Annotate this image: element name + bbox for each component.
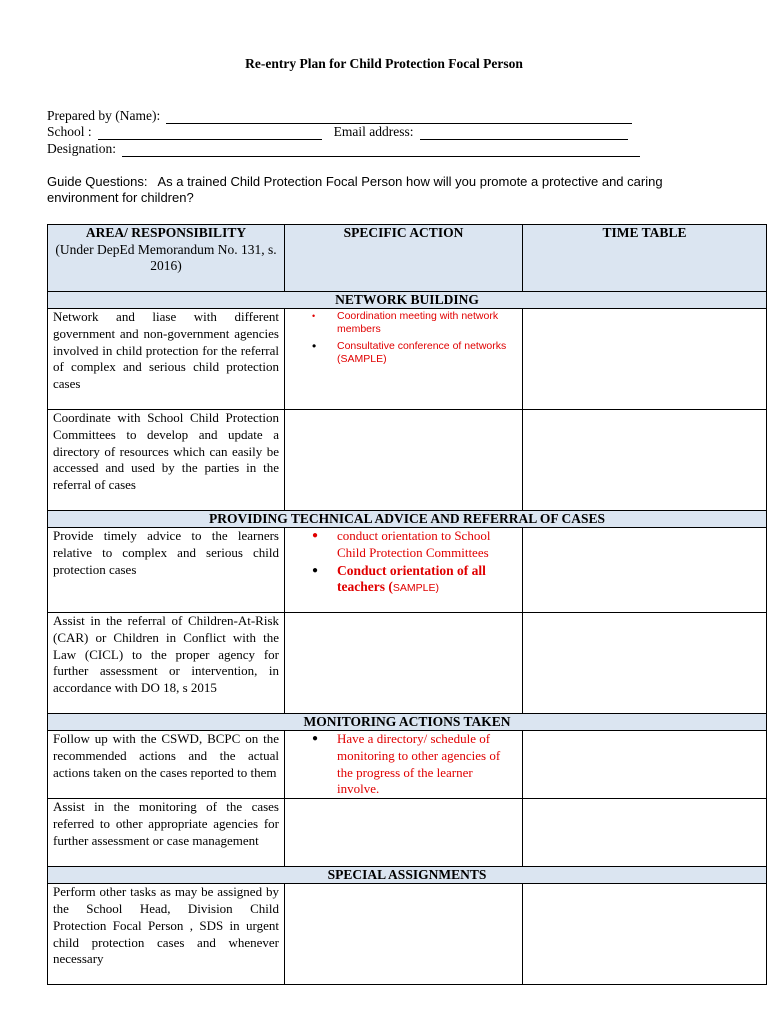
action-item: ● Have a directory/ schedule of monitoring to other agencies of the progress of the learner involve. [312,731,501,797]
designation-blank[interactable] [122,142,640,157]
school-label: School : [47,124,92,139]
section-row [48,292,767,309]
action-item: ● conduct orientation to School Child Protection Committees [312,528,491,560]
document-title: Re-entry Plan for Child Protection Focal Person [245,56,523,71]
time-cell[interactable] [523,799,767,867]
table-row [48,884,767,985]
guide-text: As a trained Child Protection Focal Person how will you promote a protective and caring environment for children? [47,174,663,205]
table-row [48,731,767,799]
area-cell: Assist in the monitoring of the cases referred to other appropriate agencies for further assessment or case management [48,799,285,867]
designation-label: Designation: [47,141,116,156]
time-cell[interactable] [523,613,767,714]
header-action: SPECIFIC ACTION [285,225,523,292]
header-time: TIME TABLE [523,225,767,292]
time-cell[interactable] [523,884,767,985]
action-cell[interactable] [285,528,523,613]
table-header-row [48,225,767,292]
action-item: • Consultative conference of networks (SAMPLE) [312,339,507,365]
guide-label: Guide Questions: [47,174,148,189]
time-cell[interactable] [523,731,767,799]
time-cell[interactable] [523,528,767,613]
area-cell: Network and liase with different government and non-government agencies involved in child protection for the referral of complex and serious child protection cases [48,309,285,410]
action-item: ● Conduct orientation of all teachers (SAMPLE) [312,562,486,595]
action-cell[interactable] [285,799,523,867]
action-cell[interactable] [285,309,523,410]
action-cell[interactable] [285,613,523,714]
area-cell: Follow up with the CSWD, BCPC on the recommended actions and the actual actions taken on the cases reported to them [48,731,285,799]
school-blank[interactable] [98,125,322,140]
table-row [48,528,767,613]
action-cell[interactable] [285,410,523,511]
designation-row [47,141,640,157]
area-cell: Provide timely advice to the learners relative to complex and serious child protection cases [48,528,285,613]
section-row [48,867,767,884]
table-row [48,309,767,410]
area-cell: Perform other tasks as may be assigned by the School Head, Division Child Protection Focal Person , SDS in urgent child protection cases and whenever necessary [48,884,285,985]
table-row [48,613,767,714]
section-row [48,714,767,731]
school-email-row [47,124,628,140]
email-blank[interactable] [420,125,628,140]
section-special-assignments: SPECIAL ASSIGNMENTS [48,867,767,884]
time-cell[interactable] [523,309,767,410]
action-cell[interactable] [285,731,523,799]
action-item: • Coordination meeting with network members [312,310,499,335]
action-cell[interactable] [285,884,523,985]
reentry-plan-table [47,224,767,985]
header-area-subtitle: (Under DepEd Memorandum No. 131, s. 2016) [55,241,277,273]
area-cell: Assist in the referral of Children-At-Risk (CAR) or Children in Conflict with the Law (CICL) to the proper agency for further assessment or intervention, in accordance with DO 18, s 2015 [48,613,285,714]
prepared-by-label: Prepared by (Name): [47,108,161,123]
section-technical-advice: PROVIDING TECHNICAL ADVICE AND REFERRAL OF CASES [48,511,767,528]
email-label: Email address: [333,124,414,139]
section-network-building: NETWORK BUILDING [48,292,767,309]
section-row [48,511,767,528]
guide-questions [47,174,737,206]
prepared-by-blank[interactable] [166,109,632,124]
time-cell[interactable] [523,410,767,511]
header-area-title: AREA/ RESPONSIBILITY [85,225,247,240]
section-monitoring: MONITORING ACTIONS TAKEN [48,714,767,731]
table-row [48,799,767,867]
prepared-by-row [47,108,632,124]
header-area [48,225,285,292]
table-row [48,410,767,511]
area-cell: Coordinate with School Child Protection Committees to develop and update a directory of resources which can easily be accessed and used by the parties in the referral of cases [48,410,285,511]
